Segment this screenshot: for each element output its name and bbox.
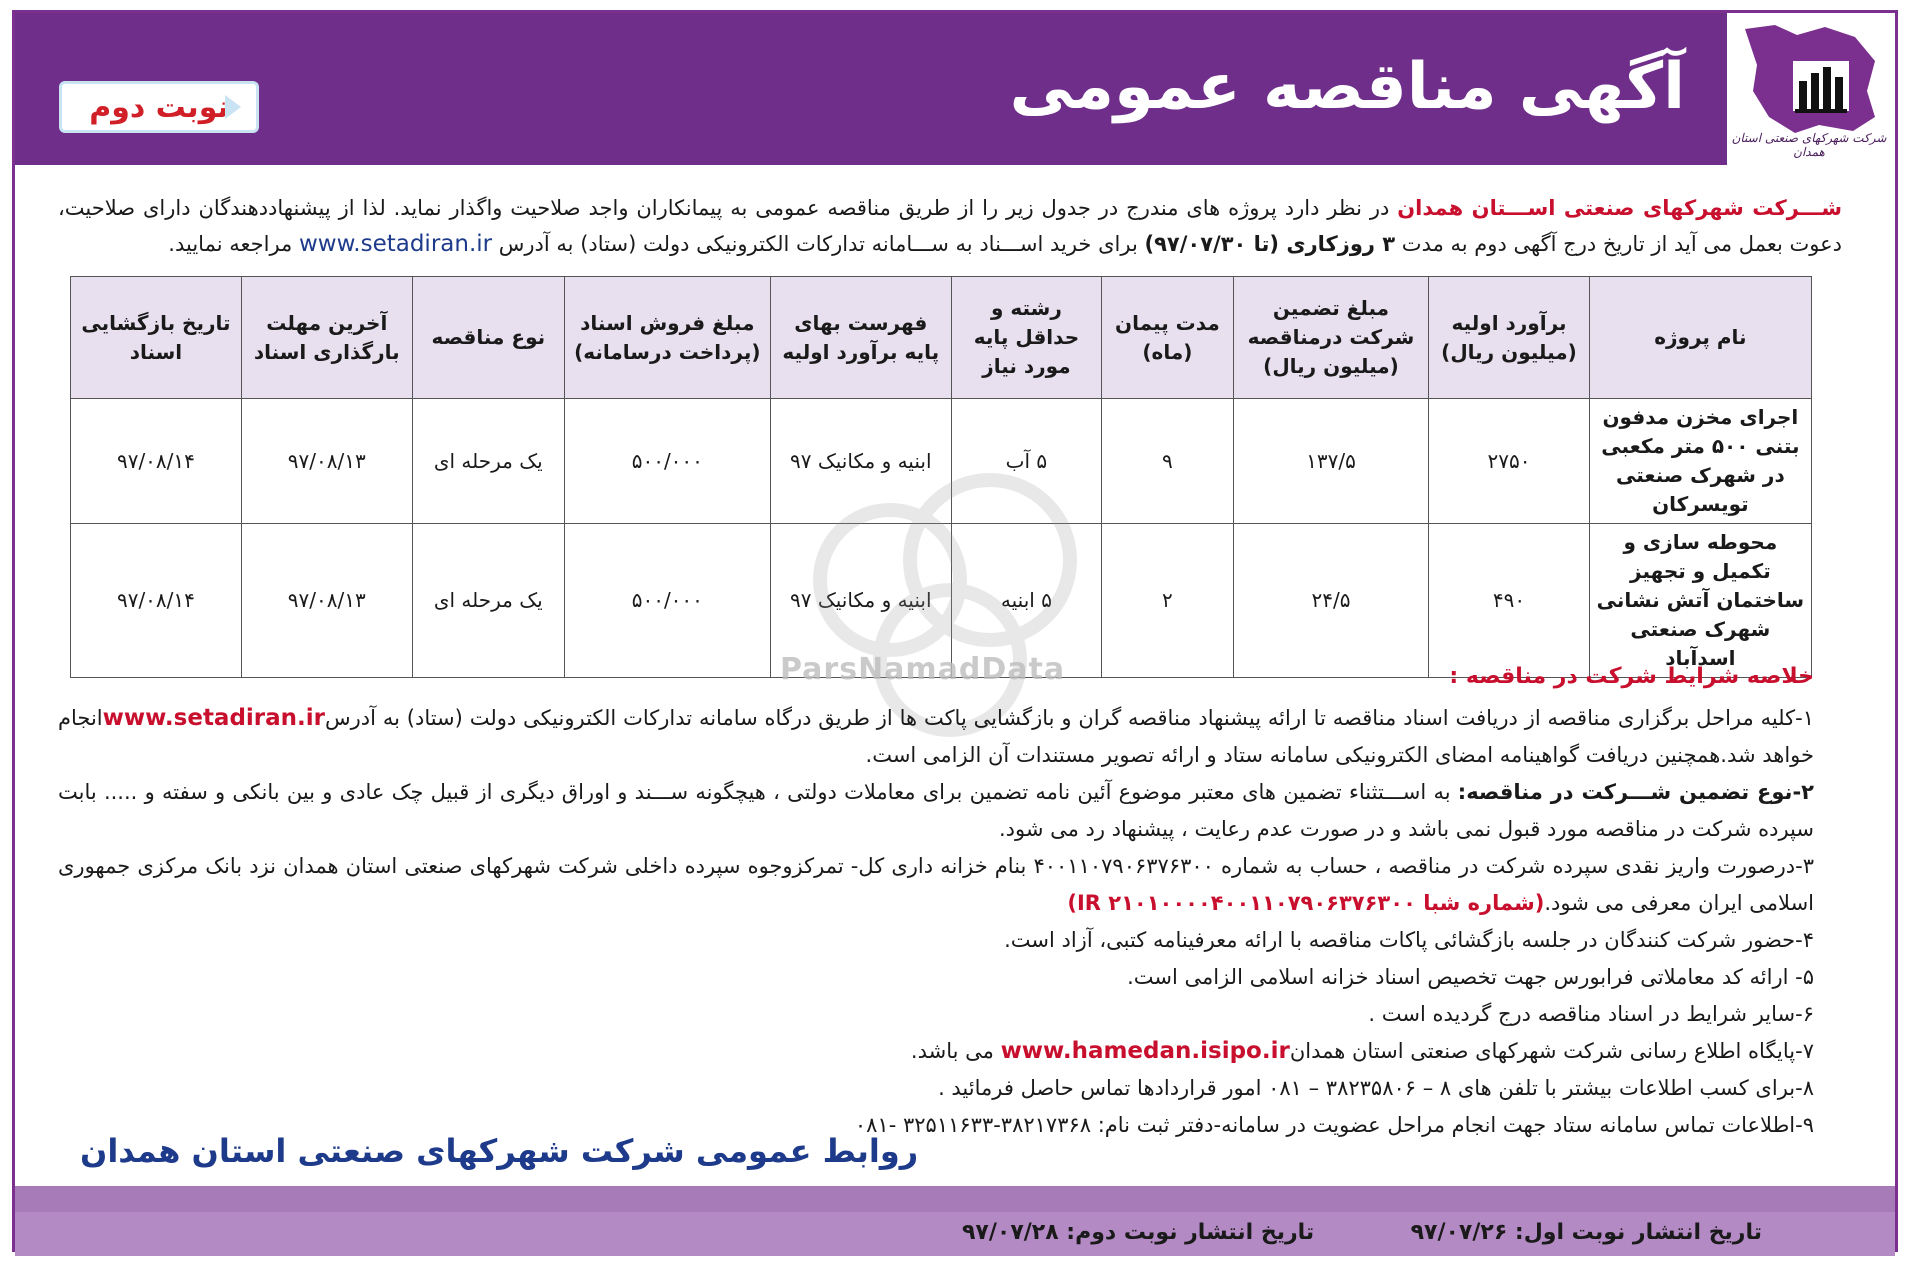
first-publication-date: تاریخ انتشار نوبت اول: ۹۷/۰۷/۲۶ [1410,1220,1762,1245]
second-publication-date: تاریخ انتشار نوبت دوم: ۹۷/۰۷/۲۸ [962,1220,1315,1245]
duration-cell: ۲ [1102,524,1234,678]
guarantee-cell: ۱۳۷/۵ [1233,399,1429,524]
intro-paragraph [58,190,1842,262]
guarantee-cell: ۲۴/۵ [1233,524,1429,678]
tender-type-cell: یک مرحله ای [412,524,564,678]
opening-date-cell: ۹۷/۰۸/۱۴ [71,399,242,524]
projects-table [70,276,1812,678]
duration-cell: ۹ [1102,399,1234,524]
company-logo [1727,13,1895,165]
condition-item-2: ۲-نوع تضمین شـــرکت در مناقصه: به اســـتثناء تضمین های معتبر موضوع آئین نامه تضمین برای معاملات دولتی ، هیچگونه ســـند و اوراق دیگری از قبیل چک عادی و بین بانکی و سفته و ..... بابت سپرده شرکت در مناقصه مورد قبول نمی باشد و در صورت عدم رعایت ، پیشنهاد رد می شود. [58,780,1814,841]
condition-item-7: ۷-پایگاه اطلاع رسانی شرکت شهرکهای صنعتی استان همدانwww.hamedan.isipo.ir می باشد. [910,1038,1814,1064]
project-name-cell: اجرای مخزن مدفون بتنی ۵۰۰ متر مکعبی در شهرک صنعتی تویسرکان [1589,399,1811,524]
price-list-cell: ابنیه و مکانیک ۹۷ [770,399,951,524]
intro-duration: ۳ روزکاری (تا ۹۷/۰۷/۳۰) [1144,232,1396,256]
intro-text-2: برای خرید اســـناد به ســـامانه تدارکات الکترونیکی دولت (ستاد) به آدرس [492,232,1145,256]
header-field-grade: رشته و حداقل پایه مورد نیاز [951,277,1101,399]
table-header-row [71,277,1812,399]
logo-caption: شرکت شهرکهای صنعتی استان همدان [1731,131,1887,159]
table-row [71,399,1812,524]
setad-link[interactable]: www.setadiran.ir [298,231,493,257]
iran-map-logo-icon [1735,21,1885,139]
company-name: شـــرکت شهرکهای صنعتی اســـتان همدان [1397,196,1842,220]
deadline-cell: ۹۷/۰۸/۱۳ [241,399,412,524]
condition-item-1: ۱-کلیه مراحل برگزاری مناقصه از دریافت اسناد مناقصه تا ارائه پیشنهاد مناقصه گران و بازگشایی پاکت ها از طریق درگاه سامانه تدارکات الکترونیکی دولت (ستاد) به آدرسwww.setadiran.irانجام خواهد شد.همچنین دریافت گواهینامه امضای الکترونیکی سامانه ستاد و ارائه تصویر مستندات آن الزامی است. [58,705,1814,767]
grade-cell: ۵ ابنیه [951,524,1101,678]
tender-type-cell: یک مرحله ای [412,399,564,524]
public-relations-signature: روابط عمومی شرکت شهرکهای صنعتی استان همدان [80,1132,919,1170]
condition-item-6: ۶-سایر شرایط در اسناد مناقصه درج گردیده است . [1368,1002,1814,1026]
conditions-list [58,700,1814,1144]
condition-item-4: ۴-حضور شرکت کنندگان در جلسه بازگشائی پاکات مناقصه با ارائه معرفینامه کتبی، آزاد است. [1004,928,1814,952]
project-name-cell: محوطه سازی و تکمیل و تجهیز ساختمان آتش نشانی شهرک صنعتی اسدآباد [1589,524,1811,678]
header-banner [15,13,1895,165]
header-document-price: مبلغ فروش اسناد (پرداخت درسامانه) [564,277,770,399]
header-tender-type: نوع مناقصه [412,277,564,399]
header-project-name: نام پروژه [1589,277,1811,399]
price-list-cell: ابنیه و مکانیک ۹۷ [770,524,951,678]
isipo-link[interactable]: www.hamedan.isipo.ir [1000,1038,1290,1064]
header-guarantee-amount: مبلغ تضمین شرکت درمناقصه (میلیون ریال) [1233,277,1429,399]
round-badge-label: نوبت دوم [89,89,229,125]
intro-text-3: مراجعه نمایید. [168,232,299,256]
grade-cell: ۵ آب [951,399,1101,524]
header-opening-date: تاریخ بازگشایی اسناد [71,277,242,399]
condition-item-9: ۹-اطلاعات تماس سامانه ستاد جهت انجام مراحل عضویت در سامانه-دفتر ثبت نام: ۳۸۲۱۷۳۶۸-۳۲۵۱۱۶۳۳ -۰۸۱ [854,1113,1814,1137]
opening-date-cell: ۹۷/۰۸/۱۴ [71,524,242,678]
page-title: آگهی مناقصه عمومی [1009,50,1685,124]
intro-text-1: در نظر دارد پروژه های مندرج در جدول زیر را از طریق مناقصه عمومی به پیمانکاران واجد صلاحیت واگذار نماید. لذا از پیشنهاددهندگان دارای صلاحیت، دعوت بعمل می آید از تاریخ درج آگهی دوم به مدت [58,196,1842,256]
condition-item-3: ۳-درصورت واریز نقدی سپرده شرکت در مناقصه ، حساب به شماره ۴۰۰۱۱۰۷۹۰۶۳۷۶۳۰۰ بنام خزانه داری کل- تمرکزوجوه سپرده داخلی شرکت شهرکهای صنعتی استان همدان نزد بانک مرکزی جمهوری اسلامی ایران معرفی می شود.(شماره شبا IR ۲۱۰۱۰۰۰۰۴۰۰۱۱۰۷۹۰۶۳۷۶۳۰۰) [58,854,1814,915]
header-upload-deadline: آخرین مهلت بارگذاری اسناد [241,277,412,399]
header-contract-duration: مدت پیمان (ماه) [1102,277,1234,399]
header-initial-estimate: برآورد اولیه (میلیون ریال) [1429,277,1590,399]
footer-stripe [15,1186,1895,1212]
setad-link-2[interactable]: www.setadiran.ir [102,705,326,731]
estimate-cell: ۲۷۵۰ [1429,399,1590,524]
document-price-cell: ۵۰۰/۰۰۰ [564,524,770,678]
arrow-icon [225,95,241,119]
watermark-text: ParsNamadData [780,652,1066,687]
conditions-title: خلاصه شرایط شرکت در مناقصه : [1449,664,1814,689]
deadline-cell: ۹۷/۰۸/۱۳ [241,524,412,678]
condition-item-5: ۵- ارائه کد معاملاتی فرابورس جهت تخصیص اسناد خزانه اسلامی الزامی است. [1127,965,1814,989]
document-price-cell: ۵۰۰/۰۰۰ [564,399,770,524]
sheba-number: (شماره شبا IR ۲۱۰۱۰۰۰۰۴۰۰۱۱۰۷۹۰۶۳۷۶۳۰۰) [1067,891,1545,915]
condition-item-8: ۸-برای کسب اطلاعات بیشتر با تلفن های ۸ – ۳۸۲۳۵۸۰۶ – ۰۸۱ امور قراردادها تماس حاصل فرمائید . [938,1076,1814,1100]
estimate-cell: ۴۹۰ [1429,524,1590,678]
header-price-list: فهرست بهای پایه برآورد اولیه [770,277,951,399]
